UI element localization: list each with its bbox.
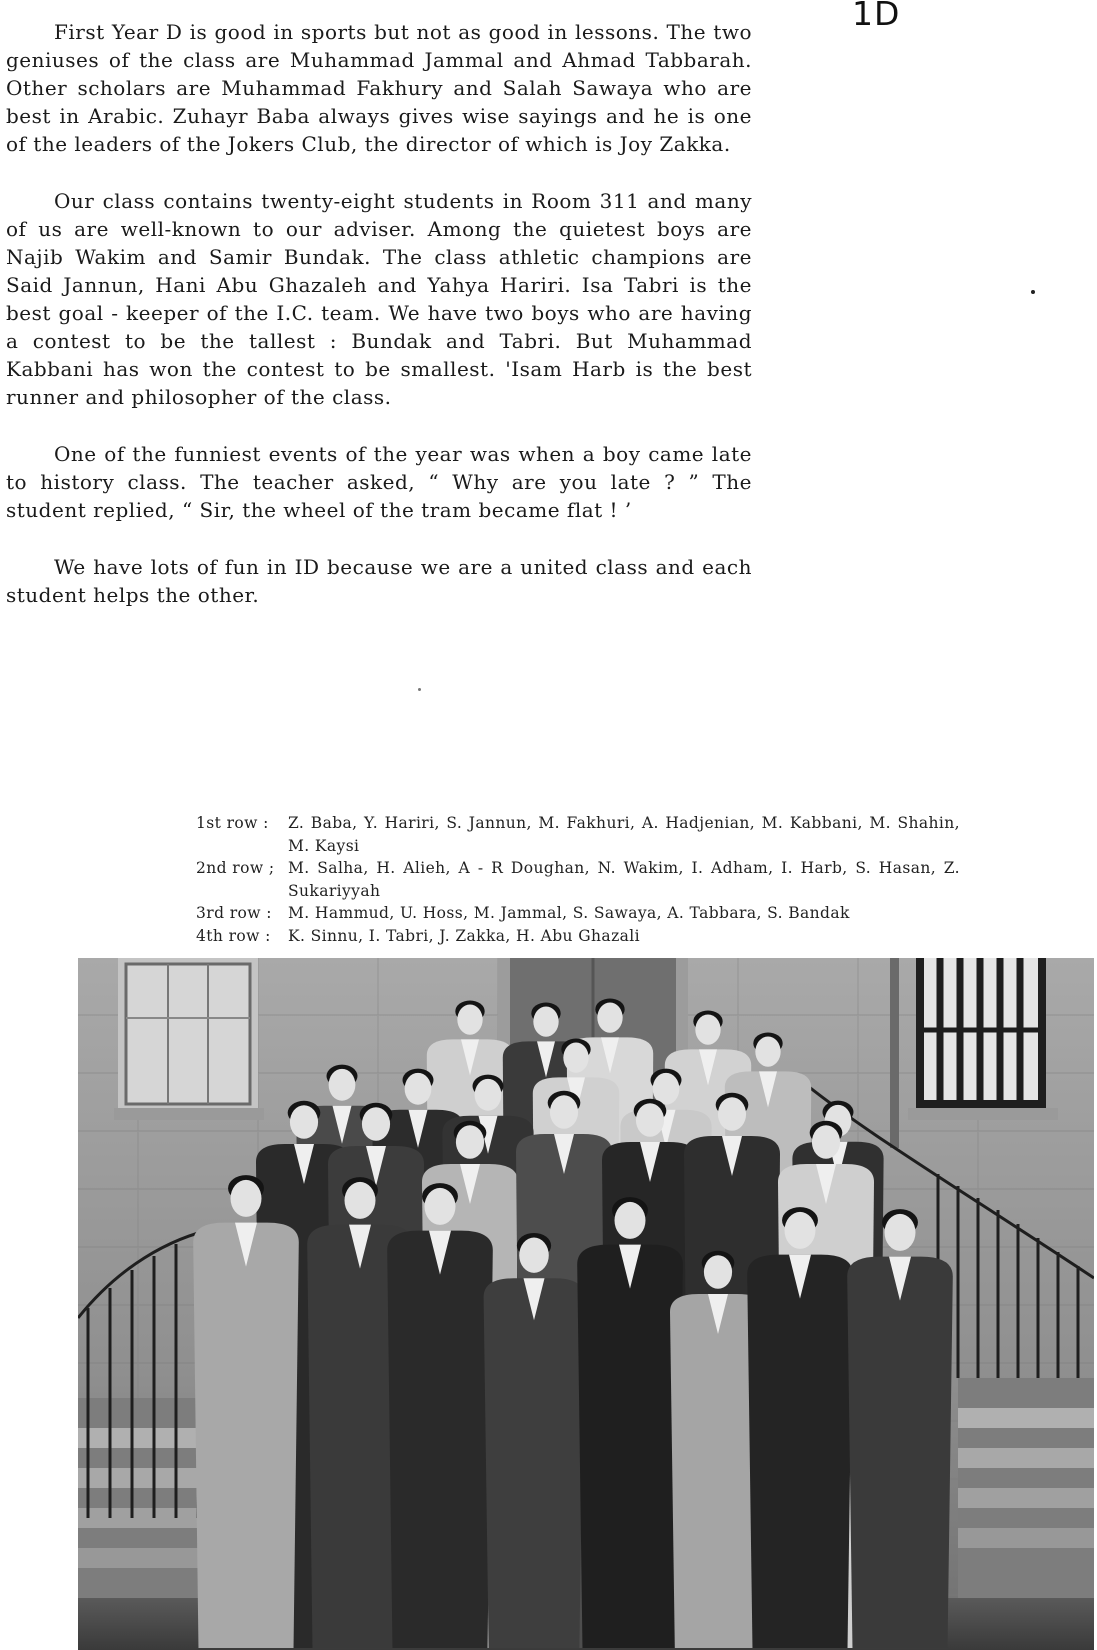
face <box>329 1069 356 1101</box>
face <box>231 1180 262 1217</box>
right-window <box>908 958 1058 1120</box>
face <box>704 1255 732 1289</box>
caption-row-label: 3rd row : <box>196 904 272 923</box>
jacket <box>193 1223 299 1648</box>
jacket <box>484 1278 585 1648</box>
print-speck <box>418 688 421 691</box>
face <box>550 1095 578 1129</box>
caption-row-names: Z. Baba, Y. Hariri, S. Jannun, M. Fakhuri, A. Hadjenian, M. Kabbani, M. Shahin, M. Kaysi <box>288 814 960 855</box>
print-speck <box>1031 290 1035 294</box>
face <box>563 1042 588 1072</box>
student-figure <box>847 1209 953 1648</box>
face <box>290 1105 318 1139</box>
paragraph-closing: We have lots of fun in ID because we are a united class and each student helps the other. <box>6 555 752 607</box>
student-figure <box>747 1207 853 1648</box>
paragraph-class-overview: First Year D is good in sports but not as good in lessons. The two geniuses of the class are Muhammad Jammal and Ahmad Tabbarah. Other scholars are Muhammad Fakhury and Salah Sawaya who are best in Arabic. Zuhayr Baba always gives wise sayings and he is one of the leaders of the Jokers Club, the director of which is Joy Zakka. <box>6 20 752 156</box>
article-text <box>6 18 752 638</box>
caption-row-names: M. Salha, H. Alieh, A - R Doughan, N. Wakim, I. Adham, I. Harb, S. Hasan, Z. Sukariyyah <box>288 859 960 900</box>
caption-row-names: M. Hammud, U. Hoss, M. Jammal, S. Sawaya, A. Tabbara, S. Bandak <box>288 904 850 923</box>
face <box>425 1188 456 1225</box>
face <box>533 1006 558 1036</box>
student-figure <box>387 1183 493 1648</box>
group-photo-image <box>78 958 1094 1650</box>
face <box>718 1097 746 1131</box>
photo-caption <box>196 812 960 948</box>
face <box>885 1214 916 1251</box>
caption-row-label: 1st row : <box>196 814 269 832</box>
caption-row-2 <box>196 857 960 902</box>
caption-row-label: 4th row : <box>196 926 271 945</box>
face <box>457 1004 482 1034</box>
paragraph-funny-event: One of the funniest events of the year was when a boy came late to history class. The teacher asked, “ Why are you late ? ” The student replied, “ Sir, the wheel of the tram became flat ! ’ <box>6 442 752 522</box>
face <box>519 1238 549 1273</box>
face <box>636 1103 664 1137</box>
face <box>345 1182 376 1219</box>
left-window <box>114 958 264 1120</box>
student-figure <box>193 1175 299 1648</box>
face <box>456 1125 484 1159</box>
jacket <box>747 1255 853 1648</box>
face <box>405 1073 432 1105</box>
page-label: 1D <box>852 0 901 33</box>
caption-row-4 <box>196 925 960 948</box>
drain-pipe <box>890 958 899 1148</box>
face <box>597 1002 622 1032</box>
caption-row-names: K. Sinnu, I. Tabri, J. Zakka, H. Abu Ghazali <box>288 926 640 945</box>
face <box>785 1212 816 1249</box>
student-figure <box>484 1233 585 1648</box>
student-figure <box>577 1197 683 1648</box>
face <box>475 1079 502 1111</box>
caption-row-1 <box>196 812 960 857</box>
caption-row-label: 2nd row ; <box>196 859 275 878</box>
jacket <box>847 1257 953 1648</box>
caption-row-3 <box>196 902 960 925</box>
jacket <box>387 1231 493 1648</box>
face <box>755 1036 780 1066</box>
face <box>362 1107 390 1141</box>
paragraph-class-members: Our class contains twenty-eight students in Room 311 and many of us are well-known to our adviser. Among the quietest boys are Najib Wakim and Samir Bundak. The class athletic champions are Said Jannun, Hani Abu Ghazaleh and Yahya Hariri. Isa Tabri is the best goal - keeper of the I.C. team. We have two boys who are having a contest to be the tallest : Bundak and Tabri. But Muhammad Kabbani has won the contest to be smallest. 'Isam Harb is the best runner and philosopher of the class. <box>6 189 752 409</box>
face <box>615 1202 646 1239</box>
class-group-photo <box>78 958 1094 1650</box>
jacket <box>577 1245 683 1648</box>
face <box>812 1125 840 1159</box>
face <box>695 1014 720 1044</box>
